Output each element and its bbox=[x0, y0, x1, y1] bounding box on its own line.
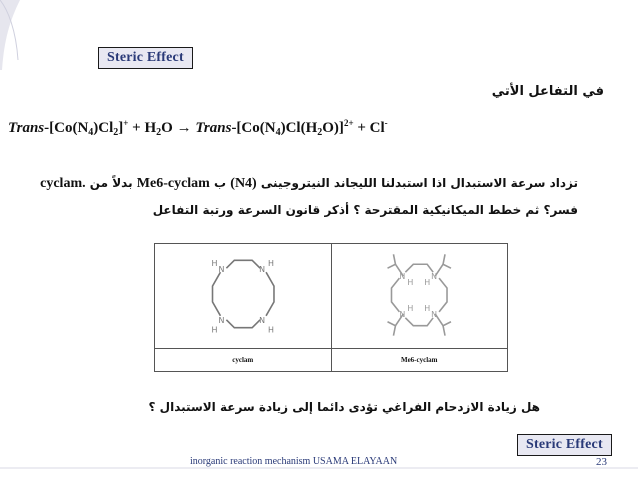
reaction-arrow: → bbox=[172, 120, 196, 136]
methyl-bond bbox=[443, 254, 445, 264]
eq-part: )Cl bbox=[93, 120, 114, 136]
steric-question: هل زيادة الازدحام الفراغي تؤدى دائما إلى زيادة سرعة الاستبدال ؟ bbox=[148, 400, 540, 414]
eq-sub: 2 bbox=[317, 127, 323, 138]
cyclam-structure bbox=[155, 244, 331, 344]
instead-of-word: بدلاً من bbox=[89, 176, 133, 190]
nitrogen-label: N bbox=[430, 272, 437, 282]
eq-part: O)] bbox=[322, 120, 344, 136]
hydrogen-label: H bbox=[268, 259, 275, 269]
me6-cyclam-structure bbox=[332, 244, 508, 344]
cyclam-caption: cyclam bbox=[155, 349, 332, 372]
footer-text: inorganic reaction mechanism USAMA ELAYAAN bbox=[190, 456, 398, 467]
methyl-bond bbox=[435, 264, 451, 276]
ring-bond bbox=[405, 264, 433, 272]
hydrogen-label: H bbox=[423, 278, 430, 288]
eq-part: + H bbox=[128, 120, 157, 136]
eq-part: -[Co(N bbox=[44, 120, 89, 136]
ring-bond bbox=[405, 318, 433, 326]
eq-sub: 4 bbox=[88, 127, 94, 138]
eq-sup: 2+ bbox=[343, 118, 354, 128]
nitrogen-label: N bbox=[398, 309, 405, 319]
hydrogen-label: H bbox=[268, 325, 275, 335]
comparison-table bbox=[154, 243, 508, 372]
me6-cyclam-caption: Me6-cyclam bbox=[331, 349, 508, 372]
hydrogen-label: H bbox=[211, 259, 218, 269]
eq-part: + Cl bbox=[353, 120, 385, 136]
reaction-equation bbox=[8, 118, 388, 138]
n4-word: (N4) bbox=[230, 176, 257, 191]
reaction-heading: في التفاعل الأتي bbox=[491, 84, 604, 99]
eq-sub: 2 bbox=[156, 127, 162, 138]
rate-increase-text: تزداد سرعة الاستبدال اذا استبدلنا الليجاند النيتروجينى bbox=[260, 176, 578, 190]
eq-sup: + bbox=[123, 118, 129, 128]
eq-sub: 4 bbox=[275, 127, 281, 138]
methyl-bond bbox=[443, 326, 445, 336]
eq-part: -[Co(N bbox=[231, 120, 276, 136]
me6-cyclam-structure-cell bbox=[331, 244, 508, 349]
rate-sentence bbox=[40, 176, 578, 192]
ring-bond bbox=[391, 278, 399, 312]
methyl-bond bbox=[435, 314, 451, 326]
me6-cyclam-word: Me6-cyclam bbox=[136, 176, 210, 191]
eq-part: )Cl(H bbox=[280, 120, 318, 136]
nitrogen-label: N bbox=[259, 265, 266, 275]
eq-part: ] bbox=[118, 120, 124, 136]
eq-part: O bbox=[161, 120, 173, 136]
nitrogen-label: N bbox=[398, 272, 405, 282]
cyclam-word: cyclam. bbox=[40, 176, 86, 191]
hydrogen-label: H bbox=[406, 303, 413, 313]
nitrogen-label: N bbox=[218, 265, 225, 275]
page-number: 23 bbox=[596, 456, 607, 468]
cyclam-structure-cell bbox=[155, 244, 332, 349]
corner-swoosh-shape bbox=[0, 0, 20, 70]
trans-label-right: Trans bbox=[195, 120, 232, 136]
eq-sub: 2 bbox=[113, 127, 119, 138]
nitrogen-label: N bbox=[259, 315, 266, 325]
steric-effect-tag-top: Steric Effect bbox=[98, 47, 193, 69]
nitrogen-label: N bbox=[430, 309, 437, 319]
explain-line: فسر؟ ثم خطط الميكانيكية المقترحة ؟ أذكر قانون السرعة ورتبة التفاعل bbox=[152, 203, 578, 217]
nitrogen-label: N bbox=[218, 315, 225, 325]
steric-effect-tag-bottom: Steric Effect bbox=[517, 434, 612, 456]
hydrogen-label: H bbox=[423, 303, 430, 313]
hydrogen-label: H bbox=[211, 325, 218, 335]
eq-sup: - bbox=[384, 118, 388, 128]
methyl-bond bbox=[393, 326, 395, 336]
with-word: ب bbox=[214, 176, 227, 190]
methyl-bond bbox=[393, 254, 395, 264]
ring-bond bbox=[439, 278, 447, 312]
trans-label-left: Trans bbox=[8, 120, 45, 136]
hydrogen-label: H bbox=[406, 278, 413, 288]
